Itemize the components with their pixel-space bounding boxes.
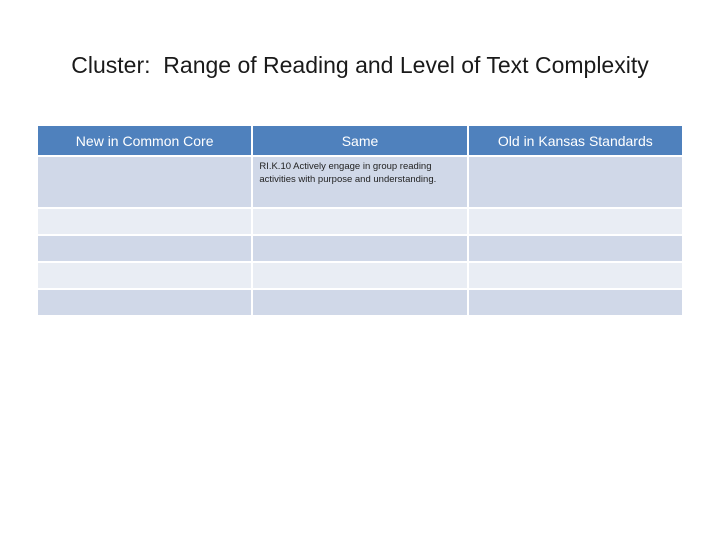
table-header-row	[37, 125, 683, 156]
table-cell	[468, 235, 683, 262]
cell-text	[469, 263, 682, 266]
table-cell	[252, 156, 467, 208]
standards-comparison-table	[36, 124, 684, 317]
table-row	[37, 235, 683, 262]
table-cell	[468, 289, 683, 316]
header-old-in-kansas-standards: Old in Kansas Standards	[468, 125, 683, 156]
cell-text	[469, 209, 682, 212]
cell-text	[253, 236, 466, 239]
cell-text	[38, 290, 251, 293]
table-row	[37, 262, 683, 289]
cell-text	[253, 263, 466, 266]
table-cell	[37, 235, 252, 262]
table-cell	[37, 262, 252, 289]
table-cell	[252, 208, 467, 235]
table-cell	[37, 208, 252, 235]
table-cell	[252, 235, 467, 262]
cell-text	[253, 290, 466, 293]
cell-text	[469, 290, 682, 293]
table-cell	[252, 262, 467, 289]
table-cell	[37, 289, 252, 316]
header-new-in-common-core: New in Common Core	[37, 125, 252, 156]
cell-text	[38, 209, 251, 212]
cell-text	[469, 157, 682, 160]
table-cell	[252, 289, 467, 316]
cell-text	[38, 236, 251, 239]
cell-text	[38, 157, 251, 160]
table-cell	[37, 156, 252, 208]
header-same: Same	[252, 125, 467, 156]
table-cell	[468, 208, 683, 235]
cell-text	[469, 236, 682, 239]
slide-title: Cluster: Range of Reading and Level of Text Complexity	[71, 52, 649, 78]
cell-text: RI.K.10 Actively engage in group reading activities with purpose and understanding.	[259, 161, 437, 185]
table-row	[37, 208, 683, 235]
cell-text	[253, 209, 466, 212]
table-cell	[468, 262, 683, 289]
table-row	[37, 156, 683, 208]
table-row	[37, 289, 683, 316]
table-cell	[468, 156, 683, 208]
cell-text	[38, 263, 251, 266]
